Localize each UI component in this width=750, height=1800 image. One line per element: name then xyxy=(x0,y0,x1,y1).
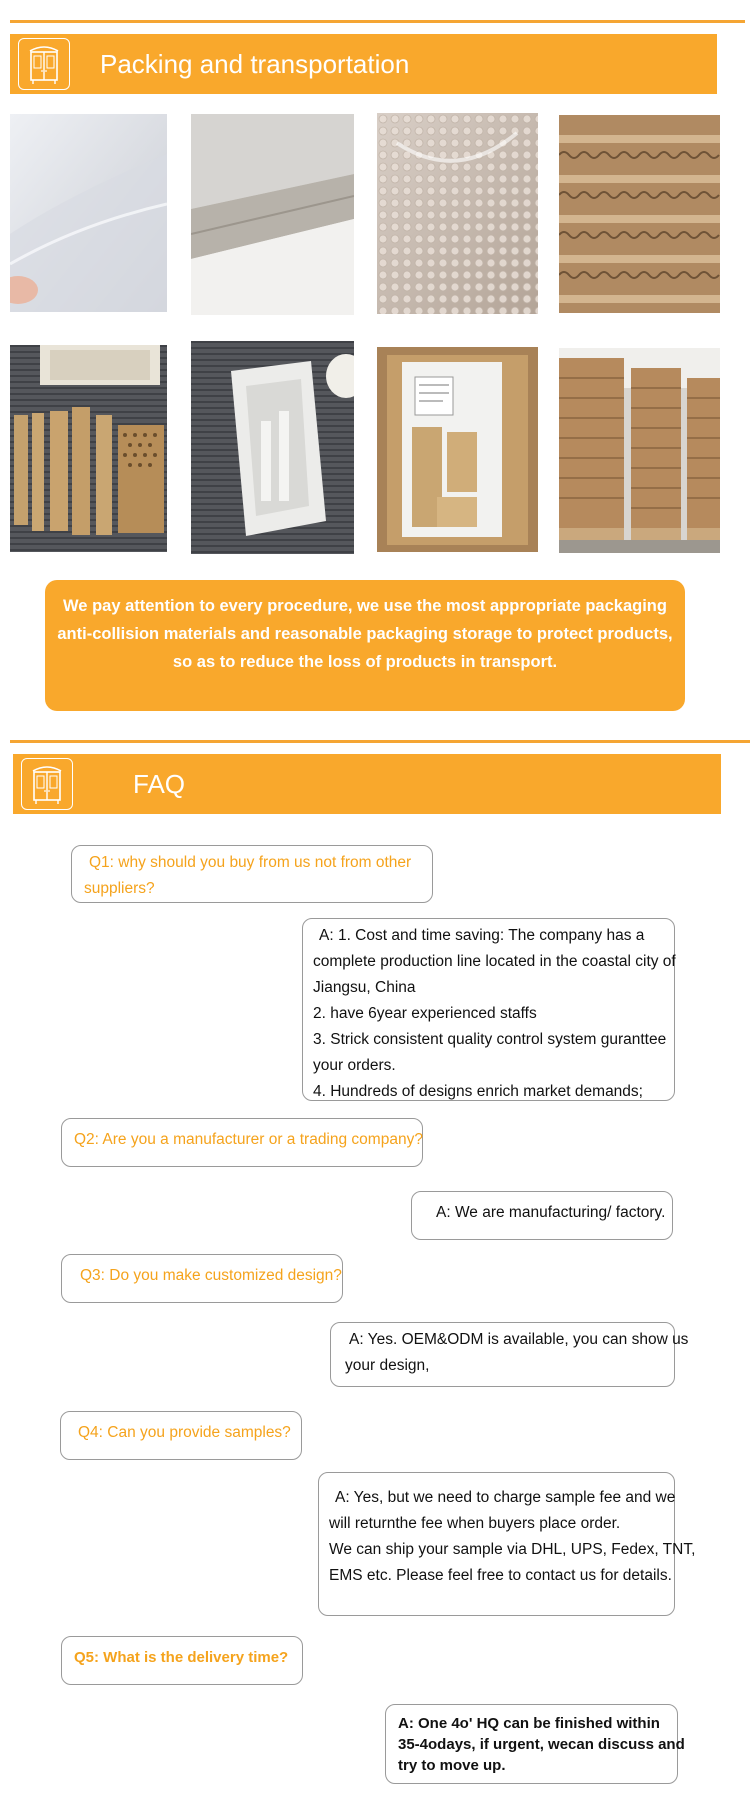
bubble-wrap-photo xyxy=(377,113,538,314)
foam-wrapped-panel-photo xyxy=(191,341,354,554)
pearl-cotton-film-photo xyxy=(10,114,167,312)
faq-question-4: Q4: Can you provide samples? xyxy=(60,1411,302,1460)
panel-in-carton-photo xyxy=(377,347,538,552)
wardrobe-icon xyxy=(18,38,70,90)
faq-answer-2: A: We are manufacturing/ factory. xyxy=(411,1191,673,1240)
faq-question-1: Q1: why should you buy from us not from other suppliers? xyxy=(71,845,433,903)
faq-answer-1: A: 1. Cost and time saving: The company has a complete production line located in the coastal city of Jiangsu, China 2. have 6year experienced staffs 3. Strick consistent quality control system guranttee your orders. 4. Hundreds of designs enrich market demands; xyxy=(302,918,675,1101)
packaging-notice xyxy=(45,580,685,711)
corrugated-cardboard-photo xyxy=(559,115,720,313)
packing-banner xyxy=(10,34,717,94)
packing-title: Packing and transportation xyxy=(100,48,410,79)
stacked-cartons-on-pallets-photo xyxy=(559,348,720,553)
faq-answer-5: A: One 4o' HQ can be finished within 35-4odays, if urgent, wecan discuss and try to move up. xyxy=(385,1704,678,1784)
faq-banner xyxy=(13,754,721,814)
notice-line: anti-collision materials and reasonable packaging storage to protect products, xyxy=(57,625,673,643)
cut-panels-on-carpet-photo xyxy=(10,345,167,552)
faq-answer-3: A: Yes. OEM&ODM is available, you can show us your design, xyxy=(330,1322,675,1387)
notice-line: so as to reduce the loss of products in transport. xyxy=(172,653,558,671)
faq-question-5: Q5: What is the delivery time? xyxy=(61,1636,303,1685)
panel-edge-protection-photo xyxy=(191,114,354,315)
faq-divider-line xyxy=(10,740,750,743)
notice-line: We pay attention to every procedure, we use the most appropriate packaging xyxy=(63,597,667,615)
top-divider-line xyxy=(10,20,745,23)
wardrobe-icon xyxy=(21,758,73,810)
faq-question-2: Q2: Are you a manufacturer or a trading company? xyxy=(61,1118,423,1167)
faq-question-3: Q3: Do you make customized design? xyxy=(61,1254,343,1303)
faq-title: FAQ xyxy=(133,768,186,799)
faq-answer-4: A: Yes, but we need to charge sample fee and we will returnthe fee when buyers place order. We can ship your sample via DHL, UPS, Fedex, TNT, EMS etc. Please feel free to contact us for details. xyxy=(318,1472,675,1616)
